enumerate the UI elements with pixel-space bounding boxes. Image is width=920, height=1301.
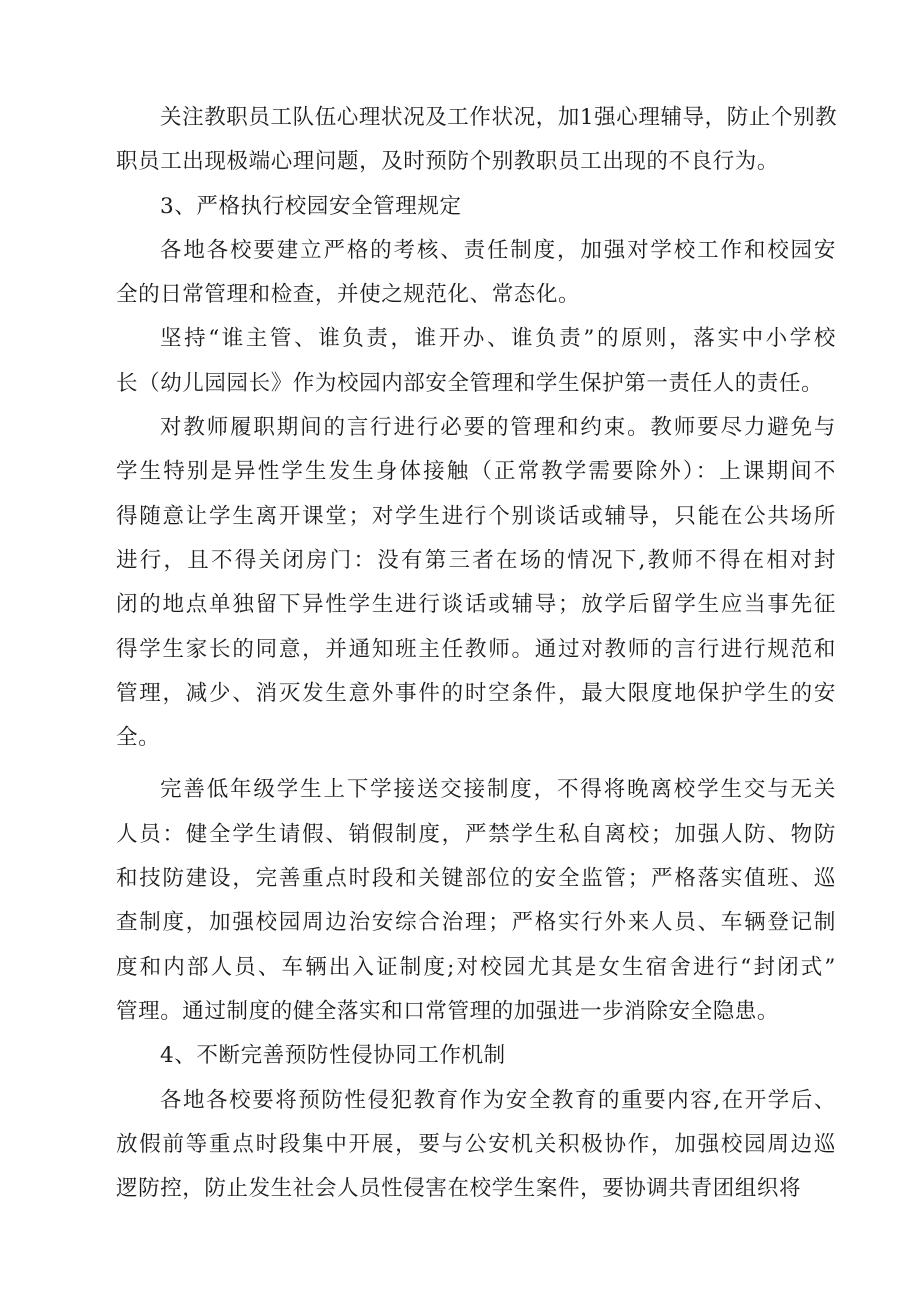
text-line: 全的日常管理和检查，并使之规范化、常态化。	[116, 282, 581, 308]
text-line: 得学生家长的同意，并通知班主任教师。通过对教师的言行进行规范和	[116, 636, 836, 662]
text-line: 查制度，加强校园周边治安综合治理；严格实行外来人员、车辆登记制	[116, 910, 836, 936]
paragraph	[116, 1079, 836, 1212]
text-line: 关注教职员工队伍心理状况及工作状况，加1强心理辅导，防止个别教	[160, 105, 838, 130]
document-body	[116, 96, 836, 1211]
text-line: 坚持“谁主管、谁负责，谁开办、谁负责”的原则，落实中小学校	[160, 326, 836, 352]
text-line: 和技防建设，完善重点时段和关键部位的安全监管；严格落实值班、巡	[116, 866, 836, 892]
paragraph-spacer	[116, 760, 836, 768]
text-line: 闭的地点单独留下异性学生进行谈话或辅导；放学后留学生应当事先征	[116, 592, 836, 618]
text-line: 得随意让学生离开课堂；对学生进行个别谈话或辅导，只能在公共场所	[116, 503, 836, 529]
text-line: 对教师履职期间的言行进行必要的管理和约束。教师要尽力避免与	[160, 415, 836, 441]
paragraph	[116, 96, 836, 185]
heading-text: 3、严格执行校园安全管理规定	[160, 193, 462, 219]
text-line: 人员：健全学生请假、销假制度，严禁学生私自离校；加强人防、物防	[116, 821, 836, 847]
paragraph	[116, 317, 836, 406]
paragraph	[116, 229, 836, 318]
text-line: 进行，且不得关闭房门：没有第三者在场的情况下,教师不得在相对封	[116, 547, 836, 573]
text-line: 完善低年级学生上下学接送交接制度，不得将晚离校学生交与无关	[160, 777, 836, 803]
text-line: 各地各校要建立严格的考核、责任制度，加强对学校工作和校园安	[160, 237, 836, 263]
text-line: 各地各校要将预防性侵犯教育作为安全教育的重要内容,在开学后、	[160, 1087, 836, 1113]
text-line: 长（幼儿园园长》作为校园内部安全管理和学生保护第一责任人的责任。	[116, 370, 824, 396]
text-line: 度和内部人员、车辆出入证制度;对校园尤其是女生宿舍进行“封闭式”	[116, 954, 836, 980]
text-line: 管理。通过制度的健全落实和口常管理的加强进一步消除安全隐患。	[116, 998, 780, 1024]
text-line: 放假前等重点时段集中开展，要与公安机关积极协作，加强校园周边巡	[116, 1131, 836, 1157]
text-line: 管理，减少、消灭发生意外事件的时空条件，最大限度地保护学生的安	[116, 680, 836, 706]
paragraph	[116, 768, 836, 1034]
text-line: 逻防控，防止发生社会人员性侵害在校学生案件，要协调共青团组织将	[116, 1176, 802, 1202]
text-line: 全。	[116, 725, 161, 751]
text-line: 职员工出现极端心理问题，及时预防个别教职员工出现的不良行为。	[116, 149, 780, 175]
section-heading	[116, 1034, 836, 1078]
paragraph	[116, 406, 836, 760]
heading-text: 4、不断完善预防性侵协同工作机制	[160, 1043, 506, 1069]
text-line: 学生特别是异性学生发生身体接触（正常教学需要除外）：上课期间不	[116, 459, 836, 485]
section-heading	[116, 185, 836, 229]
